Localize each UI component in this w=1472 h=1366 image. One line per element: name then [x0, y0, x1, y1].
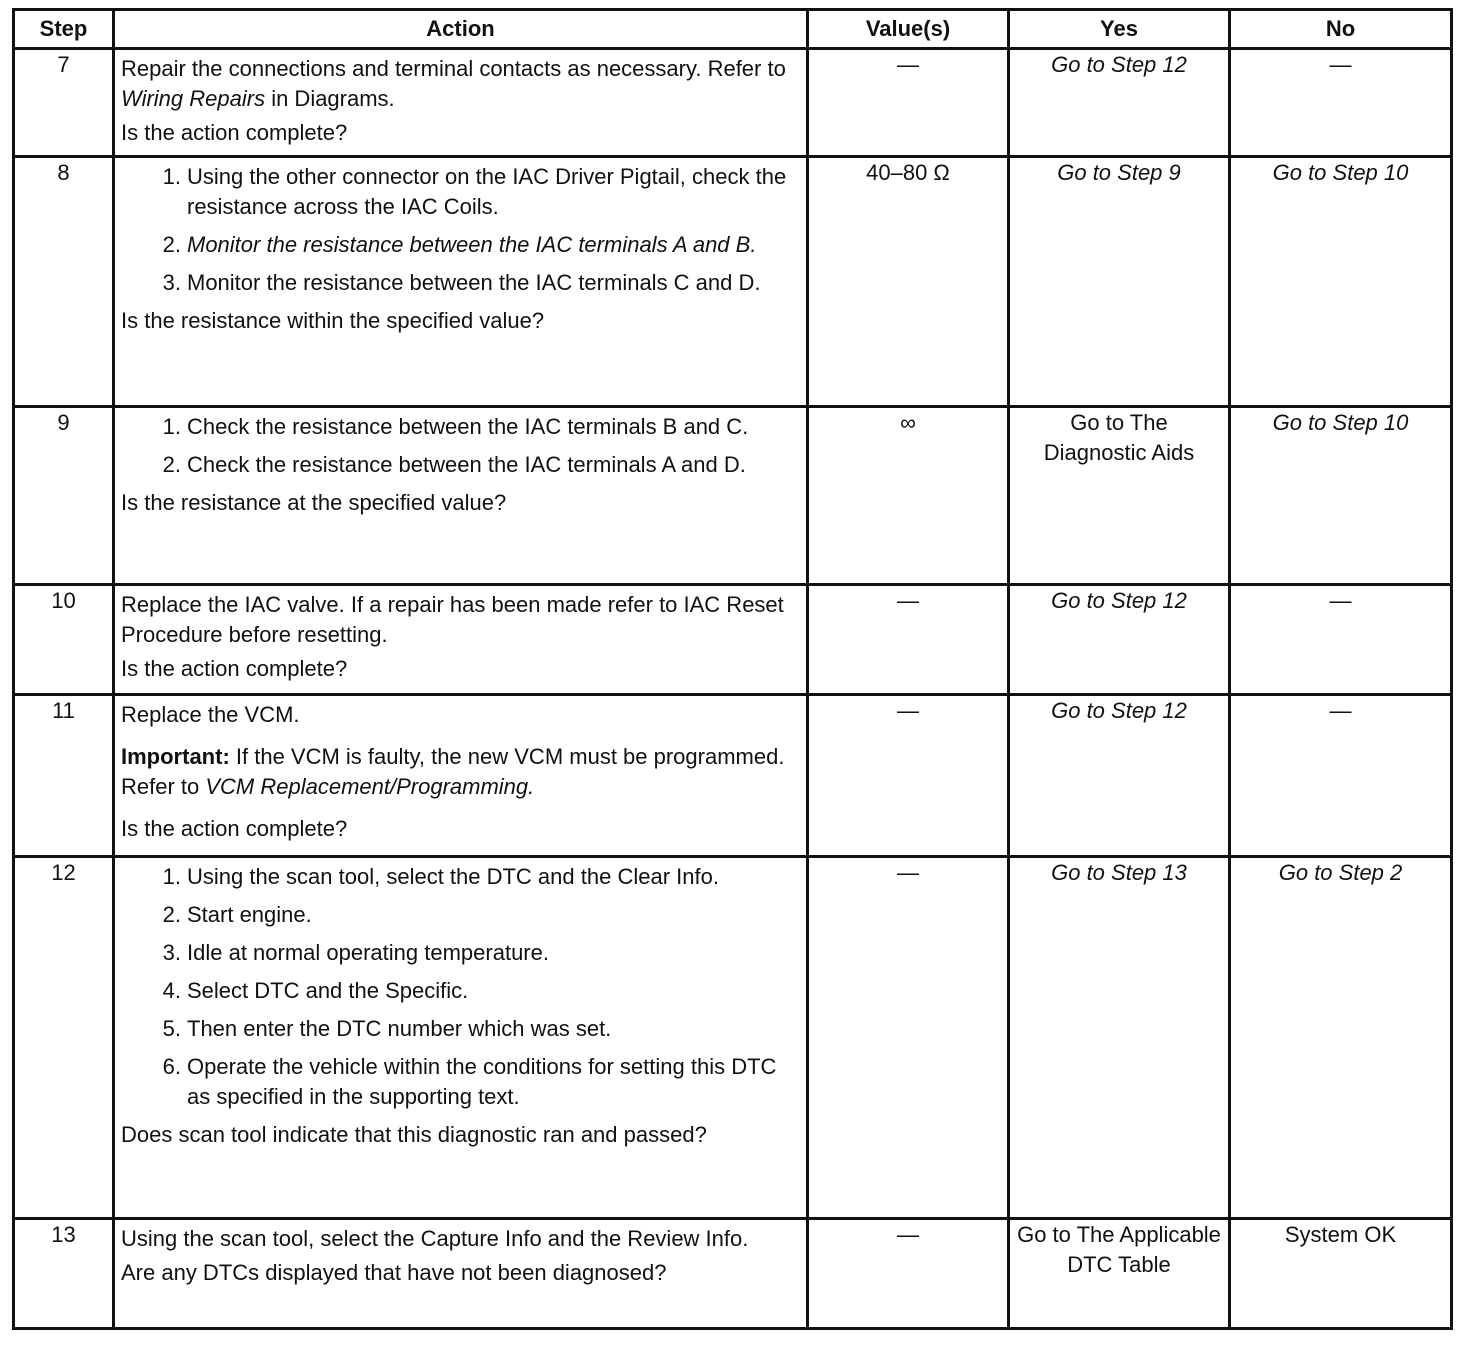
- action-steps: [121, 412, 798, 480]
- yes-cell: Go to Step 12: [1009, 49, 1230, 157]
- no-cell: Go to Step 2: [1230, 857, 1452, 1219]
- yes-cell: Go to Step 12: [1009, 585, 1230, 695]
- list-item: 2. Check the resistance between the IAC terminals A and D.: [162, 452, 746, 477]
- value-cell: ∞: [808, 407, 1009, 585]
- step-number: 13: [14, 1219, 114, 1329]
- header-yes: Yes: [1009, 10, 1230, 49]
- table-row: [14, 407, 1452, 585]
- list-item: 3. Monitor the resistance between the IAC terminals C and D.: [162, 270, 761, 295]
- action-text: Replace the IAC valve. If a repair has been made refer to IAC Reset Procedure before resetting.: [121, 592, 784, 647]
- value-cell: —: [808, 857, 1009, 1219]
- action-cell: [114, 157, 808, 407]
- action-cell: [114, 695, 808, 857]
- action-question: Is the action complete?: [121, 120, 348, 145]
- table-row: [14, 157, 1452, 407]
- yes-cell: Go to Step 13: [1009, 857, 1230, 1219]
- yes-cell: Go to Step 12: [1009, 695, 1230, 857]
- list-item: 6. Operate the vehicle within the conditions for setting this DTC as specified in the supporting text.: [162, 1054, 777, 1109]
- yes-cell: Go to The Applicable DTC Table: [1009, 1219, 1230, 1329]
- action-text: Repair the connections and terminal contacts as necessary. Refer to Wiring Repairs in Diagrams.: [121, 56, 786, 111]
- action-cell: [114, 857, 808, 1219]
- list-item: 4. Select DTC and the Specific.: [162, 978, 469, 1003]
- action-steps: [121, 162, 798, 298]
- action-steps: [121, 862, 798, 1112]
- value-cell: —: [808, 1219, 1009, 1329]
- action-question: Is the resistance at the specified value?: [121, 490, 507, 515]
- list-item: 1. Using the scan tool, select the DTC and the Clear Info.: [162, 864, 719, 889]
- step-number: 10: [14, 585, 114, 695]
- action-cell: [114, 407, 808, 585]
- action-text: Using the scan tool, select the Capture Info and the Review Info.: [121, 1226, 749, 1251]
- no-cell: Go to Step 10: [1230, 157, 1452, 407]
- step-number: 11: [14, 695, 114, 857]
- no-cell: Go to Step 10: [1230, 407, 1452, 585]
- table-row: [14, 695, 1452, 857]
- list-item: 2. Monitor the resistance between the IAC terminals A and B.: [162, 232, 757, 257]
- list-item: 2. Start engine.: [162, 902, 312, 927]
- header-action: Action: [114, 10, 808, 49]
- yes-cell: Go to Step 9: [1009, 157, 1230, 407]
- no-cell: —: [1230, 695, 1452, 857]
- step-number: 9: [14, 407, 114, 585]
- value-cell: —: [808, 585, 1009, 695]
- header-no: No: [1230, 10, 1452, 49]
- important-note: Important: If the VCM is faulty, the new VCM must be programmed. Refer to VCM Replacement/Programming.: [121, 744, 785, 799]
- action-question: Is the resistance within the specified value?: [121, 308, 545, 333]
- action-question: Does scan tool indicate that this diagnostic ran and passed?: [121, 1122, 707, 1147]
- no-cell: —: [1230, 585, 1452, 695]
- header-step: Step: [14, 10, 114, 49]
- header-row: [14, 10, 1452, 49]
- value-cell: 40–80 Ω: [808, 157, 1009, 407]
- table-row: [14, 857, 1452, 1219]
- action-text: Replace the VCM.: [121, 702, 300, 727]
- action-cell: [114, 1219, 808, 1329]
- action-question: Are any DTCs displayed that have not been diagnosed?: [121, 1260, 667, 1285]
- yes-cell: Go to The Diagnostic Aids: [1009, 407, 1230, 585]
- action-cell: [114, 49, 808, 157]
- list-item: 1. Using the other connector on the IAC Driver Pigtail, check the resistance across the IAC Coils.: [162, 164, 787, 219]
- value-cell: —: [808, 49, 1009, 157]
- table-row: [14, 585, 1452, 695]
- header-values: Value(s): [808, 10, 1009, 49]
- step-number: 8: [14, 157, 114, 407]
- step-number: 7: [14, 49, 114, 157]
- action-question: Is the action complete?: [121, 656, 348, 681]
- diagnostic-table: [12, 8, 1453, 1330]
- table-row: [14, 1219, 1452, 1329]
- list-item: 3. Idle at normal operating temperature.: [162, 940, 549, 965]
- list-item: 1. Check the resistance between the IAC terminals B and C.: [162, 414, 749, 439]
- action-question: Is the action complete?: [121, 816, 348, 841]
- list-item: 5. Then enter the DTC number which was set.: [162, 1016, 612, 1041]
- no-cell: System OK: [1230, 1219, 1452, 1329]
- value-cell: —: [808, 695, 1009, 857]
- table-row: [14, 49, 1452, 157]
- step-number: 12: [14, 857, 114, 1219]
- no-cell: —: [1230, 49, 1452, 157]
- action-cell: [114, 585, 808, 695]
